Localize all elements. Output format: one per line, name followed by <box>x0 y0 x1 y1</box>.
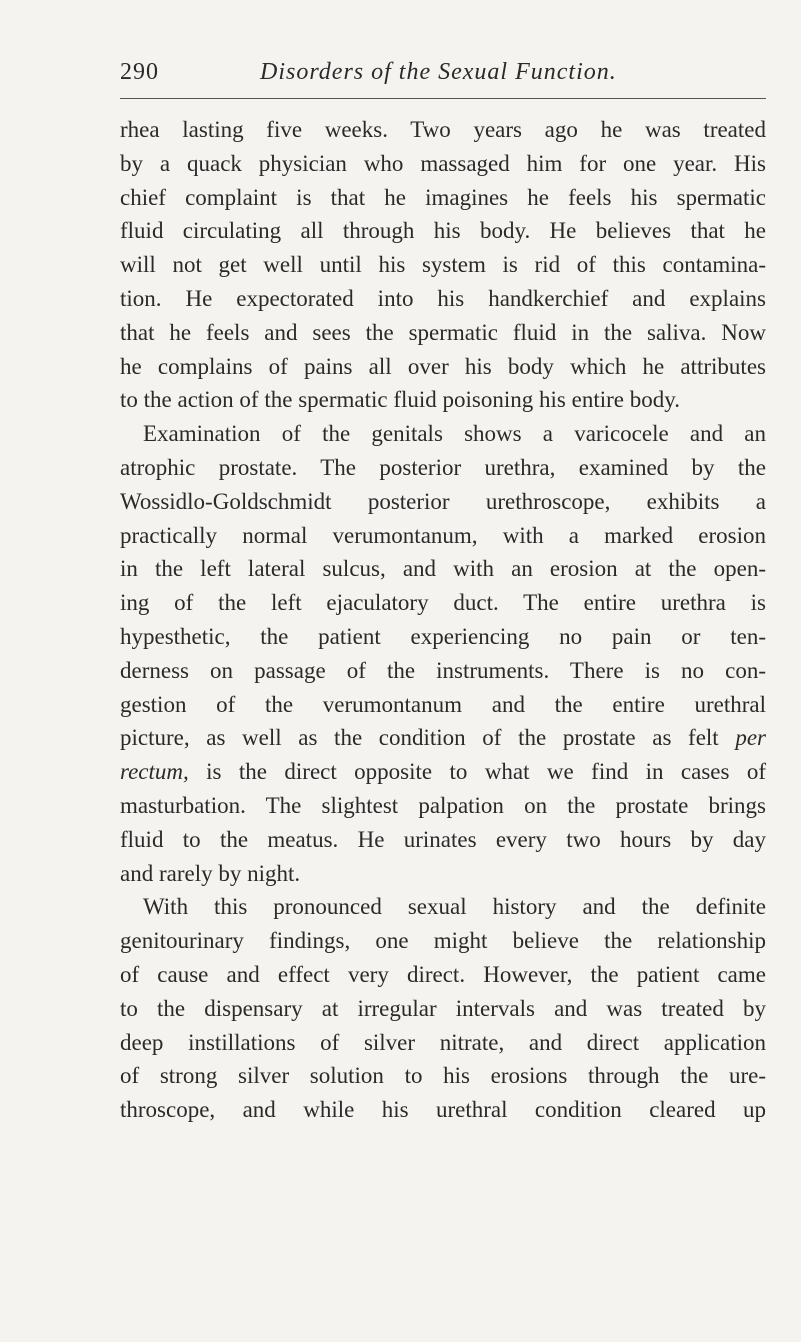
running-head <box>120 52 766 92</box>
text-line: he complains of pains all over his body which he attributes <box>120 353 766 379</box>
text-line: to the action of the spermatic fluid poisoning his entire body. <box>120 387 680 413</box>
text-line: fluid to the meatus. He urinates every two hours by day <box>120 826 766 852</box>
text-line: ing of the left ejaculatory duct. The entire urethra is <box>120 590 766 616</box>
text-line: hypesthetic, the patient experiencing no pain or ten- <box>120 623 766 649</box>
body-text <box>120 113 766 1127</box>
paragraph-start-line: With this pronounced sexual history and the definite <box>143 894 766 920</box>
text-line: gestion of the verumontanum and the entire urethral <box>120 691 766 717</box>
text-line: genitourinary findings, one might believe the relationship <box>120 928 766 954</box>
text-line: atrophic prostate. The posterior urethra, examined by the <box>120 454 766 480</box>
text-line: of strong silver solution to his erosions through the ure- <box>120 1063 766 1089</box>
text-line-with-italic <box>120 721 766 755</box>
italic-term: rectum, <box>120 759 189 785</box>
page-number: 290 <box>120 59 159 85</box>
running-title: Disorders of the Sexual Function. <box>260 59 617 85</box>
text-line-with-italic <box>120 755 766 789</box>
paragraph-start-line: Examination of the genitals shows a varicocele and an <box>143 421 766 447</box>
text-line: deep instillations of silver nitrate, and direct application <box>120 1029 766 1055</box>
text-line: throscope, and while his urethral condition cleared up <box>120 1097 766 1123</box>
text-line: fluid circulating all through his body. He believes that he <box>120 218 766 244</box>
text-line: of cause and effect very direct. However, the patient came <box>120 961 766 987</box>
line-text: picture, as well as the condition of the prostate as felt <box>120 725 736 751</box>
text-line: chief complaint is that he imagines he feels his spermatic <box>120 184 766 210</box>
text-line: to the dispensary at irregular intervals and was treated by <box>120 995 766 1021</box>
header-rule <box>120 98 766 99</box>
text-line: that he feels and sees the spermatic fluid in the saliva. Now <box>120 319 766 345</box>
text-line: rhea lasting five weeks. Two years ago he was treated <box>120 117 766 142</box>
line-text: is the direct opposite to what we find in cases of <box>188 759 766 785</box>
italic-term: per <box>735 725 766 751</box>
text-line: by a quack physician who massaged him for one year. His <box>120 150 766 176</box>
text-line: practically normal verumontanum, with a marked erosion <box>120 522 766 548</box>
text-line: in the left lateral sulcus, and with an erosion at the open- <box>120 556 766 582</box>
text-line: derness on passage of the instruments. There is no con- <box>120 657 766 683</box>
text-line: Wossidlo-Goldschmidt posterior urethroscope, exhibits a <box>120 488 766 514</box>
text-line: masturbation. The slightest palpation on the prostate brings <box>120 792 766 818</box>
text-line: tion. He expectorated into his handkerchief and explains <box>120 285 766 311</box>
text-line: and rarely by night. <box>120 860 301 886</box>
text-line: will not get well until his system is rid of this contamina- <box>120 252 766 278</box>
